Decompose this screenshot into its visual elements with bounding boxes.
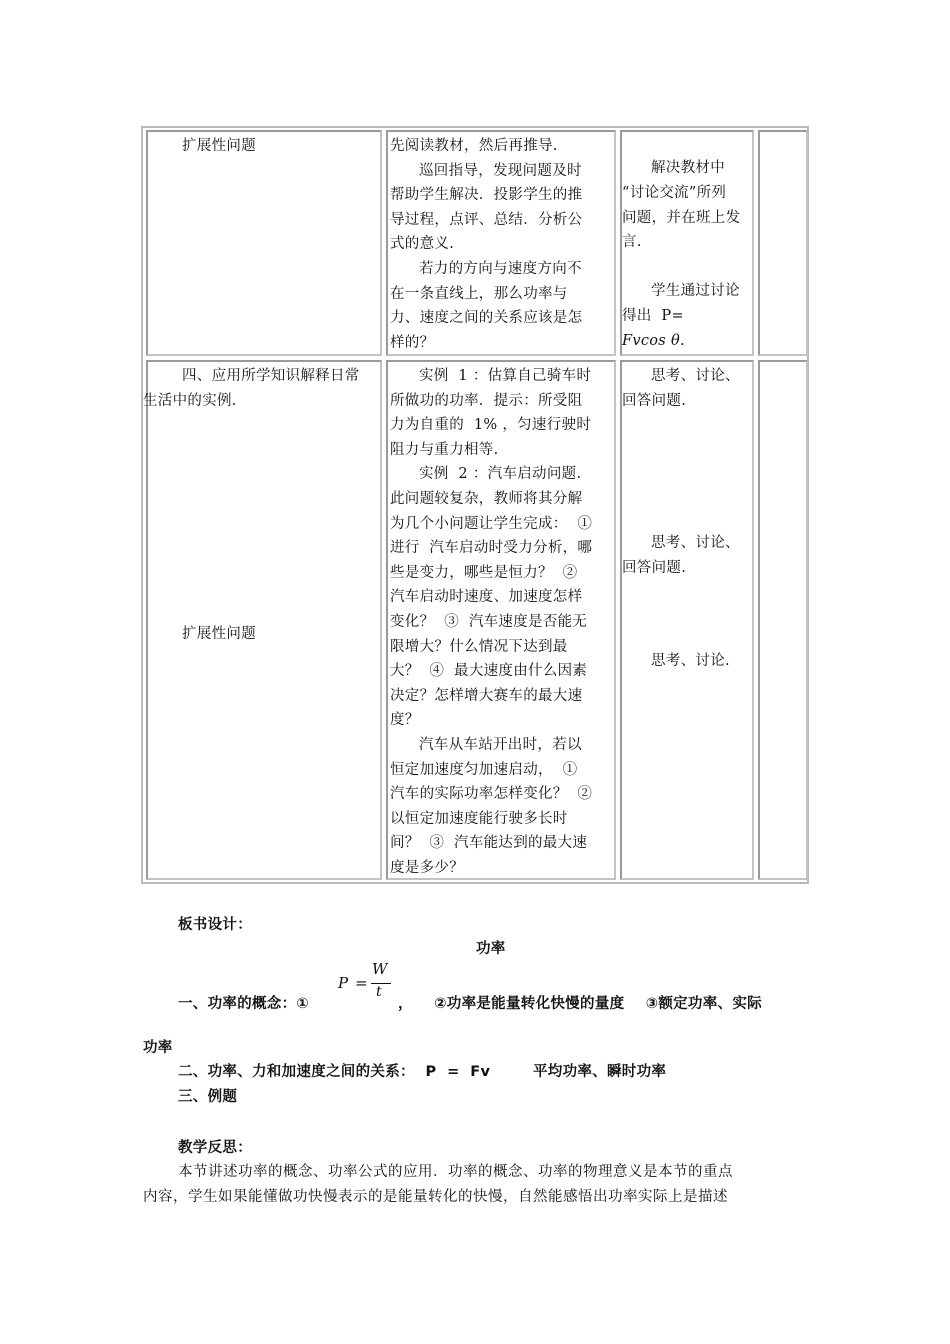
text-line: 思考、讨论、	[651, 535, 740, 551]
text-line: 汽车启动时速度、加速度怎样	[390, 589, 583, 605]
text-line: 为几个小问题让学生完成： ①	[390, 516, 593, 532]
text-line: 实例 2 ：汽车启动问题.	[419, 466, 582, 482]
table-row	[143, 360, 804, 880]
notes-cell	[758, 360, 808, 880]
activity-label: 扩展性问题	[182, 138, 256, 154]
text-line: 大？ ④ 最大速度由什么因素	[390, 663, 588, 679]
text-line: 度？	[390, 712, 420, 728]
board-line: 一、功率的概念：①	[178, 996, 309, 1012]
text-line: 导过程，点评、总结．分析公	[390, 212, 583, 228]
text-line: 汽车从车站开出时，若以	[419, 737, 582, 753]
board-line: 三、例题	[178, 1089, 238, 1105]
formula-denominator: t	[376, 984, 382, 1000]
formula-numerator: W	[372, 960, 388, 978]
text-line: 样的？	[390, 335, 435, 351]
formula-symbol: =	[355, 974, 368, 992]
text-line: 进行 汽车启动时受力分析，哪	[390, 540, 593, 556]
text-line: 问题，并在班上发	[622, 210, 741, 226]
activity-label: 扩展性问题	[182, 626, 256, 642]
text-line: 此问题较复杂，教师将其分解	[390, 491, 583, 507]
teacher-cell	[386, 130, 616, 356]
text-line: 实例 1 ：估算自己骑车时	[419, 368, 592, 384]
teacher-cell	[386, 360, 616, 880]
text-line: 巡回指导，发现问题及时	[419, 163, 582, 179]
section-title: 四、应用所学知识解释日常	[182, 368, 360, 384]
text-line: 决定？怎样增大赛车的最大速	[390, 688, 583, 704]
text-line: “讨论交流”所列	[622, 185, 727, 201]
text-line: 先阅读教材，然后再推导.	[390, 138, 558, 154]
text-line: 些是变力，哪些是恒力？ ②	[390, 565, 578, 581]
text-line: 解决教材中	[651, 160, 725, 176]
formula-symbol: P	[338, 974, 349, 992]
text-line: 阻力与重力相等.	[390, 442, 499, 458]
formula-text: Fvcos θ.	[622, 333, 685, 349]
text-line: 言.	[622, 234, 642, 250]
board-heading: 板书设计：	[178, 917, 252, 933]
board-title: 功率	[476, 941, 506, 957]
text-line: 所做功的功率．提示：所受阻	[390, 393, 583, 409]
text-line: 回答问题.	[622, 560, 687, 576]
board-line: ， ②功率是能量转化快慢的量度 ③额定功率、实际	[398, 996, 762, 1012]
text-line: 间？ ③ 汽车能达到的最大速	[390, 835, 588, 851]
lesson-table	[141, 126, 809, 884]
text-line: 以恒定加速度能行驶多长时	[390, 811, 568, 827]
text-line: 式的意义.	[390, 236, 455, 252]
text-line: 恒定加速度匀加速启动， ①	[390, 762, 578, 778]
text-line: 变化？ ③ 汽车速度是否能无	[390, 614, 588, 630]
text-line: 汽车的实际功率怎样变化？ ②	[390, 786, 593, 802]
text-line: 思考、讨论.	[651, 653, 730, 669]
text-line: 得出 P=	[622, 308, 684, 324]
notes-cell	[758, 130, 808, 356]
text-line: 力、速度之间的关系应该是怎	[390, 310, 583, 326]
board-line: 二、功率、力和加速度之间的关系： P = Fv 平均功率、瞬时功率	[178, 1064, 667, 1080]
paragraph-line: 本节讲述功率的概念、功率公式的应用．功率的概念、功率的物理意义是本节的重点	[178, 1164, 733, 1180]
power-formula	[338, 962, 398, 1010]
student-cell	[620, 360, 754, 880]
section-title: 生活中的实例.	[143, 393, 237, 409]
text-line: 学生通过讨论	[651, 283, 740, 299]
text-line: 限增大？什么情况下达到最	[390, 639, 568, 655]
reflection-heading: 教学反思：	[178, 1140, 252, 1156]
text-line: 在一条直线上，那么功率与	[390, 286, 568, 302]
text-line: 帮助学生解决．投影学生的推	[390, 187, 583, 203]
text-line: 回答问题.	[622, 393, 687, 409]
student-cell	[620, 130, 754, 356]
activity-cell	[146, 130, 382, 356]
text-line: 力为自重的 1% ，匀速行驶时	[390, 417, 592, 433]
board-line: 功率	[143, 1040, 173, 1056]
paragraph-line: 内容，学生如果能懂做功快慢表示的是能量转化的快慢，自然能感悟出功率实际上是描述	[143, 1189, 728, 1205]
text-line: 若力的方向与速度方向不	[419, 261, 582, 277]
text-line: 度是多少？	[390, 860, 464, 876]
table-row	[146, 130, 804, 356]
text-line: 思考、讨论、	[651, 368, 740, 384]
activity-cell	[143, 360, 382, 880]
